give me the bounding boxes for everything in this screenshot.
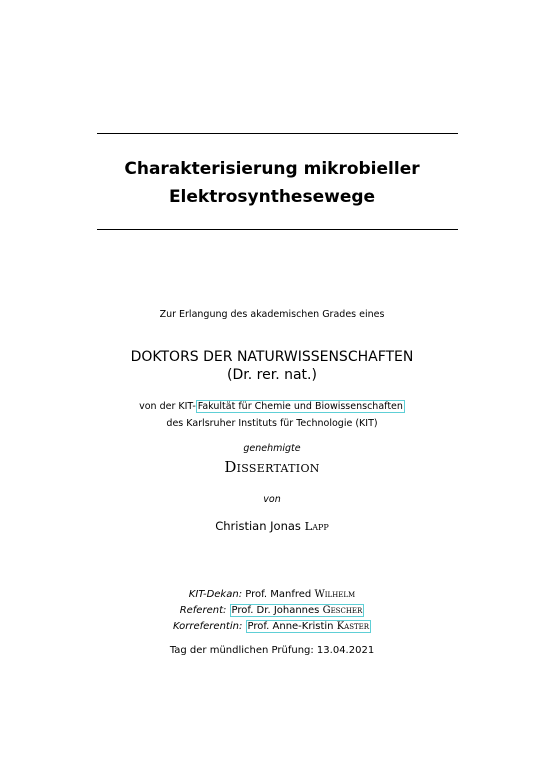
degree-purpose: Zur Erlangung des akademischen Grades eines (159, 309, 385, 320)
faculty-link[interactable]: Fakultät für Chemie und Biowissenschaften (197, 401, 403, 412)
faculty-prefix: von der KIT- (139, 401, 196, 412)
institute-line: des Karlsruher Instituts für Technologie (KIT) (166, 418, 378, 429)
author-family-name: Lapp (304, 519, 329, 533)
coreferee-family-name: Kaster (336, 621, 370, 632)
degree-abbreviation: (Dr. rer. nat.) (227, 367, 317, 383)
document-type: Dissertation (224, 458, 320, 476)
thesis-title-line-2: Elektrosynthesewege (168, 187, 376, 207)
dean-given-name: Prof. Manfred (245, 589, 312, 600)
coreferee-role: Korreferentin: (172, 621, 243, 632)
coreferee-line (0, 621, 544, 632)
referee-given-name: Prof. Dr. Johannes (231, 605, 320, 616)
author-given-name: Christian Jonas (215, 519, 301, 533)
top-rule (97, 133, 458, 134)
referee-role: Referent: (179, 605, 227, 616)
degree-name: DOKTORS DER NATURWISSENSCHAFTEN (130, 349, 414, 365)
referee-link[interactable] (230, 604, 365, 617)
by-label: von (263, 494, 281, 505)
thesis-title (0, 155, 544, 211)
author-name (0, 519, 544, 533)
coreferee-link[interactable] (246, 620, 372, 633)
approved-label: genehmigte (243, 443, 301, 454)
bottom-rule (97, 229, 458, 230)
referee-family-name: Gescher (322, 605, 363, 616)
exam-date: Tag der mündlichen Prüfung: 13.04.2021 (169, 645, 375, 656)
referee-line (0, 605, 544, 616)
thesis-title-line-1: Charakterisierung mikrobieller (124, 159, 420, 179)
coreferee-given-name: Prof. Anne-Kristin (247, 621, 334, 632)
dean-family-name: Wilhelm (314, 589, 356, 600)
dean-role: KIT-Dekan: (188, 589, 243, 600)
dean-line (0, 589, 544, 600)
faculty-line (0, 401, 544, 412)
